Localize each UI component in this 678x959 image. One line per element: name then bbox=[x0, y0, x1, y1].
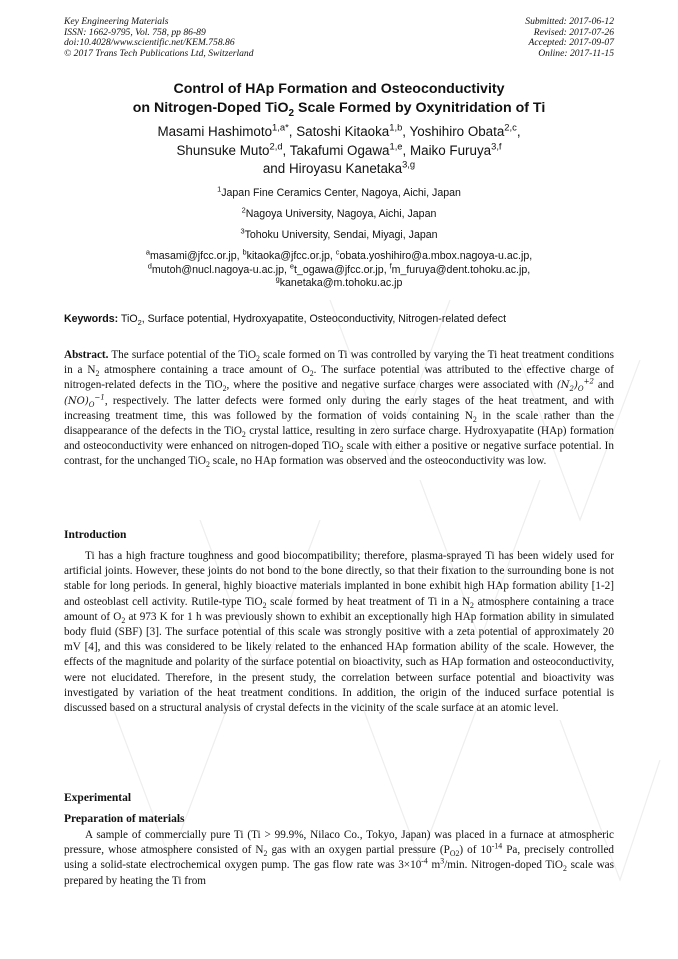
submission-dates bbox=[525, 17, 614, 59]
introduction-paragraph: Ti has a high fracture toughness and good biocompatibility; therefore, plasma-sprayed Ti has been widely used for artificial joints. However, these joints do not bond to the bone directly, so that their fixation to the surrounding bone is not stable for long periods. In general, highly bioactive materials implanted in bone exhibit high HAp formation ability [1-2] and osteoblast cell activity. Rutile-type TiO$_2$ scale formed by heat treatment of Ti in a $N_2$ atmosphere containing a trace amount of $O_2$ at 973 K for 1 h was previously shown to exhibit an exceptionally high HAp formation ability in simulated body fluid (SBF) [3]. The surface potential of this scale was strongly positive with a zeta potential of approximately 20 mV [4], and this was considered to be likely related to the enhanced HAp formation ability of the scale. However, the effects of the magnitude and polarity of the surface potential on bioactivity, such as HAp formation and osteoconductivity, were not elucidated. Therefore, in the present study, the correlation between surface potential and bioactivity was investigated by variation of the heat treatment conditions. In addition, the origin of the induced surface potential is discussed based on a structural analysis of crystal defects in the vicinity of the scale surface at an atomic level. bbox=[64, 550, 614, 715]
email-link[interactable]: masami@jfcc.or.jp bbox=[149, 250, 237, 262]
author-name: Masami Hashimoto bbox=[157, 124, 273, 139]
abstract-label: Abstract. bbox=[64, 349, 109, 361]
author-list bbox=[40, 123, 638, 179]
author-line-3: and Hiroyasu Kanetaka$^{3,g}$ bbox=[262, 159, 416, 176]
keywords-label: Keywords: bbox=[64, 313, 119, 325]
journal-doi: doi:10.4028/www.scientific.net/KEM.758.86 bbox=[64, 37, 235, 49]
author-name: Takafumi Ogawa bbox=[289, 142, 390, 158]
title-line-1: Control of HAp Formation and Osteoconductivity bbox=[173, 81, 505, 97]
defect-notation-no: $(NO)_O^{-1}$ bbox=[64, 393, 105, 409]
date-submitted: Submitted: 2017-06-12 bbox=[525, 16, 614, 27]
author-line-2: Shunsuke Muto$^{2,d}$, Takafumi Ogawa$^{1,e}$, Maiko Furuya$^{3,f}$ bbox=[176, 141, 502, 158]
affiliation-2: $^2$Nagoya University, Nagoya, Aichi, Japan bbox=[241, 205, 437, 220]
email-line-1: $^a$masami@jfcc.or.jp, $^b$kitaoka@jfcc.or.jp, $^c$obata.yoshihiro@a.mbox.nagoya-u.ac.jp, bbox=[145, 247, 533, 262]
email-link[interactable]: m_furuya@dent.tohoku.ac.jp bbox=[391, 263, 528, 276]
affiliation-3: $^3$Tohoku University, Sendai, Miyagi, Japan bbox=[240, 226, 438, 241]
experimental-paragraph: A sample of commercially pure Ti (Ti > 99.9%, Nilaco Co., Tokyo, Japan) was placed in a furnace at atmospheric pressure, whose atmosphere consisted of $N_2$ gas with an oxygen partial pressure $(P_{O2})$ of $10^{-14}$ Pa, precisely controlled using a solid-state electrochemical oxygen pump. The gas flow rate was $3\times 10^{-4}$ $m^3/\min$. Nitrogen-doped TiO$_2$ scale was prepared by heating the Ti from bbox=[64, 829, 615, 887]
author-name: Maiko Furuya bbox=[409, 142, 492, 158]
experimental-heading: Experimental bbox=[64, 792, 132, 804]
defect-notation-n2: $(N_2)_O^{+2}$ bbox=[556, 378, 594, 394]
date-online: Online: 2017-11-15 bbox=[538, 47, 614, 59]
abstract: Abstract. The surface potential of the TiO$_2$ scale formed on Ti was controlled by varying the Ti heat treatment conditions in a $N_2$ atmosphere containing a trace amount of $O_2$. The surface potential was attributed to the effective charge of nitrogen-related defects in the TiO$_2$, where the positive and negative surface charges were associated with $(N_2)_O^{+2}$ and $(NO)_O^{-1}$, respectively. The latter defects were formed only during the early stages of the heat treatment, and with increasing treatment time, this was followed by the formation of voids containing $N_2$ in the scale rather than the disappearance of the defects in the TiO$_2$ crystal lattice, resulting in zero surface charge. Hydroxyapatite (HAp) formation and osteoconductivity were enhanced on nitrogen-doped TiO$_2$ scale with either a positive or negative surface potential. In contrast, for the unchanged TiO$_2$ scale, no HAp formation was observed and the osteoconductivity was low. bbox=[64, 349, 614, 470]
journal-issn: ISSN: 1662-9795, Vol. 758, pp 86-89 bbox=[64, 26, 206, 38]
email-link[interactable]: kanetaka@m.tohoku.ac.jp bbox=[279, 277, 403, 290]
date-revised: Revised: 2017-07-26 bbox=[533, 26, 614, 38]
email-link[interactable]: obata.yoshihiro@a.mbox.nagoya-u.ac.jp bbox=[339, 250, 530, 262]
email-link[interactable]: mutoh@nucl.nagoya-u.ac.jp bbox=[151, 263, 284, 276]
email-line-3: $^g$kanetaka@m.tohoku.ac.jp bbox=[275, 274, 403, 290]
introduction-heading: Introduction bbox=[64, 529, 127, 541]
author-name: Satoshi Kitaoka bbox=[296, 124, 390, 139]
author-line-1: Masami Hashimoto$^{1,a*}$, Satoshi Kitaoka$^{1,b}$, Yoshihiro Obata$^{2,c}$, bbox=[157, 122, 521, 139]
title-line-2: on Nitrogen-Doped TiO$_2$ Scale Formed by Oxynitridation of Ti bbox=[132, 100, 546, 119]
journal-name: Key Engineering Materials bbox=[64, 16, 169, 27]
author-name: Shunsuke Muto bbox=[176, 142, 270, 158]
email-link[interactable]: kitaoka@jfcc.or.jp bbox=[246, 250, 330, 262]
keywords: Keywords: TiO$_2$, Surface potential, Hydroxyapatite, Osteoconductivity, Nitrogen-related defect bbox=[64, 313, 507, 328]
email-link[interactable]: t_ogawa@jfcc.or.jp bbox=[294, 263, 384, 276]
email-list bbox=[40, 247, 638, 291]
email-line-2: $^d$mutoh@nucl.nagoya-u.ac.jp, $^e$t_ogawa@jfcc.or.jp, $^f$m_furuya@dent.tohoku.ac.jp, bbox=[147, 261, 531, 276]
author-name: Hiroyasu Kanetaka bbox=[288, 161, 403, 176]
paper-title bbox=[40, 80, 638, 118]
author-name: Yoshihiro Obata bbox=[409, 124, 505, 139]
affiliation-1: $^1$Japan Fine Ceramics Center, Nagoya, Aichi, Japan bbox=[217, 184, 461, 199]
journal-info bbox=[64, 17, 254, 59]
preparation-subheading: Preparation of materials bbox=[64, 813, 185, 825]
date-accepted: Accepted: 2017-09-07 bbox=[528, 37, 614, 49]
journal-copyright: © 2017 Trans Tech Publications Ltd, Switzerland bbox=[64, 47, 254, 59]
